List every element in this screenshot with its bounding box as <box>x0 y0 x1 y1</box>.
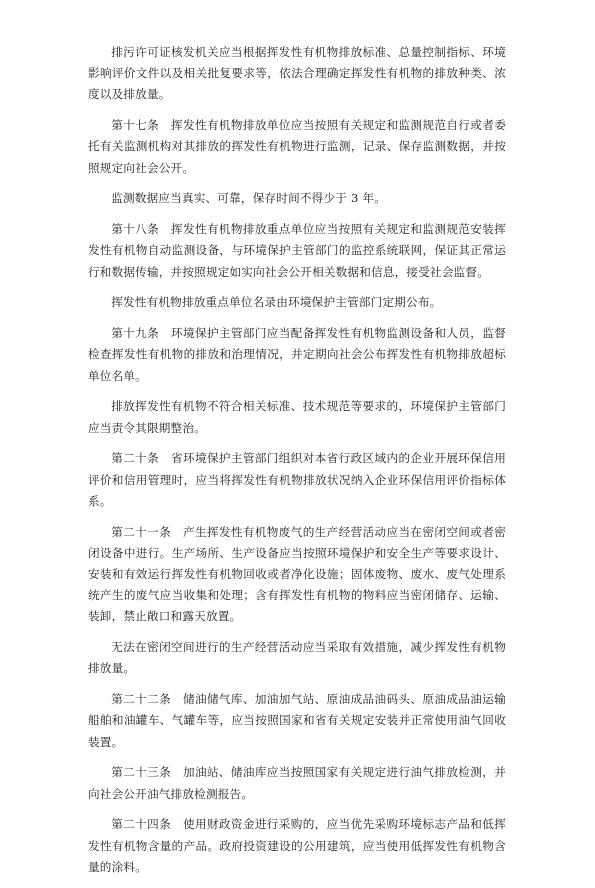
paragraph-monitoring-data-retention: 监测数据应当真实、可靠，保存时间不得少于 3 年。 <box>111 191 386 206</box>
paragraph-article-18: 第十八条 挥发性有机物排放重点单位应当按照有关规定和监测规范安装挥发性有机物自动监测设备，与环境保护主管部门的监控系统联网，保证其正常运行和数据传输，并按照规定如实向社会公开相关数据和信息，接受社会监督。 <box>88 222 506 279</box>
document-page <box>88 42 506 888</box>
paragraph-article-21: 第二十一条 产生挥发性有机物废气的生产经营活动应当在密闭空间或者密闭设备中进行。生产场所、生产设备应当按照环境保护和安全生产等要求设计、安装和有效运行挥发性有机物回收或者净化设施；固体废物、废水、废气处理系统产生的废气应当收集和处理；含有挥发性有机物的物料应当密闭储存、运输、装卸，禁止敞口和露天放置。 <box>88 524 506 624</box>
paragraph-key-unit-list: 挥发性有机物排放重点单位名录由环境保护主管部门定期公布。 <box>111 295 442 310</box>
paragraph-article-22: 第二十二条 储油储气库、加油加气站、原油成品油码头、原油成品油运输船舶和油罐车、气罐车等，应当按照国家和省有关规定安装并正常使用油气回收装置。 <box>88 692 506 749</box>
paragraph-article-19: 第十九条 环境保护主管部门应当配备挥发性有机物监测设备和人员，监督检查挥发性有机物的排放和治理情况，并定期向社会公布挥发性有机物排放超标单位名单。 <box>88 326 506 383</box>
paragraph-article-24: 第二十四条 使用财政资金进行采购的，应当优先采购环境标志产品和低挥发性有机物含量的产品。政府投资建设的公用建筑，应当使用低挥发性有机物含量的涂料。 <box>88 817 506 874</box>
paragraph-article-17: 第十七条 挥发性有机物排放单位应当按照有关规定和监测规范自行或者委托有关监测机构对其排放的挥发性有机物进行监测，记录、保存监测数据，并按照规定向社会公开。 <box>88 118 506 175</box>
paragraph-rectification-order: 排放挥发性有机物不符合相关标准、技术规范等要求的，环境保护主管部门应当责令其限期整治。 <box>88 399 506 435</box>
paragraph-article-23: 第二十三条 加油站、储油库应当按照国家有关规定进行油气排放检测，并向社会公开油气排放检测报告。 <box>88 765 506 801</box>
paragraph-permit-issuing-authority: 排污许可证核发机关应当根据挥发性有机物排放标准、总量控制指标、环境影响评价文件以及相关批复要求等，依法合理确定挥发性有机物的排放种类、浓度以及排放量。 <box>88 45 506 102</box>
paragraph-article-20: 第二十条 省环境保护主管部门组织对本省行政区域内的企业开展环保信用评价和信用管理时，应当将挥发性有机物排放状况纳入企业环保信用评价指标体系。 <box>88 451 506 508</box>
paragraph-non-enclosed-activities: 无法在密闭空间进行的生产经营活动应当采取有效措施，减少挥发性有机物排放量。 <box>88 640 506 676</box>
